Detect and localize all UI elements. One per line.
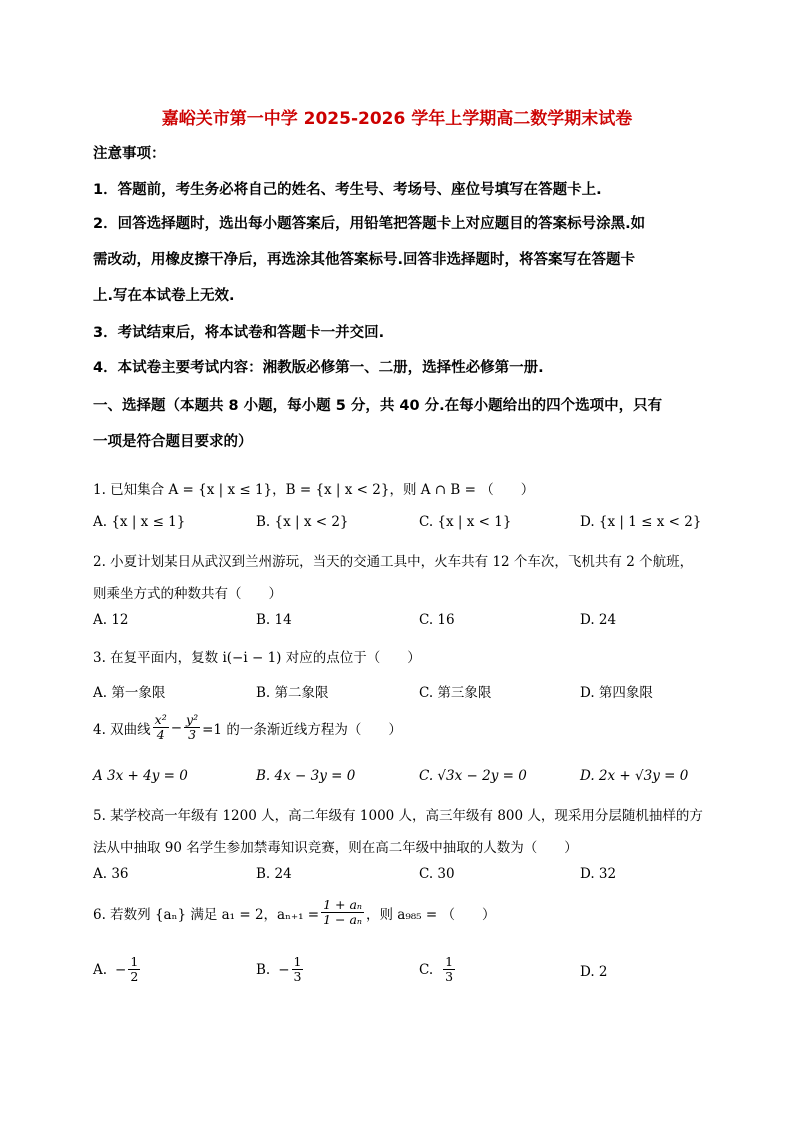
question-2-option-c: C. 16 [419,612,455,628]
question-4-x-numerator: x² [154,712,167,727]
question-5-option-b: B. 24 [256,866,292,882]
question-2-option-b: B. 14 [256,612,292,628]
notice-item-2-line-2: 需改动，用橡皮擦干净后，再选涂其他答案标号.回答非选择题时，将答案写在答题卡 [93,252,636,268]
question-1-option-d: D. {x | 1 ≤ x < 2} [580,514,702,530]
question-3-stem: 3. 在复平面内，复数 i(−i − 1) 对应的点位于（ ） [93,650,421,666]
question-2-stem-line-1: 2. 小夏计划某日从武汉到兰州游玩，当天的交通工具中，火车共有 12 个车次，飞机共有 2 个航班， [93,554,694,570]
question-6-option-a-numerator: 1 [130,954,139,969]
question-6-option-b [256,955,305,985]
notice-heading: 注意事项： [93,146,166,162]
question-4-option-d: D. 2x + √3y = 0 [580,768,689,784]
question-4-option-b: B. 4x − 3y = 0 [256,768,356,784]
question-6-option-c-numerator: 1 [445,954,454,969]
question-6-option-a-fraction [128,955,140,985]
question-4-x-denominator: 4 [156,727,165,743]
question-6-option-b-numerator: 1 [293,954,302,969]
question-6-option-b-label: B. [256,961,271,978]
question-4-y-fraction [184,713,200,743]
question-6-stem-suffix: ，则 a₉₈₅ = （ ） [366,906,496,923]
question-3-option-b: B. 第二象限 [256,685,329,701]
question-6-option-b-sign: − [278,961,290,978]
notice-item-1: 1．答题前，考生务必将自己的姓名、考生号、考场号、座位号填写在答题卡上. [93,182,602,198]
question-1-option-b: B. {x | x < 2} [256,514,349,530]
question-2-option-d: D. 24 [580,612,617,628]
question-2-option-a: A. 12 [93,612,129,628]
question-1-option-a: A. {x | x ≤ 1} [93,514,186,530]
question-1-stem: 1. 已知集合 A = {x | x ≤ 1}，B = {x | x < 2}，则 A ∩ B = （ ） [93,482,535,498]
question-3-option-d: D. 第四象限 [580,685,653,701]
question-6-option-c [419,955,457,985]
question-4-y-numerator: y² [186,712,199,727]
question-5-option-d: D. 32 [580,866,617,882]
question-6-option-a-sign: − [115,961,127,978]
question-4-stem [93,713,402,743]
question-6-option-b-fraction [292,955,304,985]
question-4-option-a: A 3x + 4y = 0 [93,768,188,784]
notice-item-4: 4．本试卷主要考试内容：湘教版必修第一、二册，选择性必修第一册. [93,360,544,376]
question-6-numerator: 1 + aₙ [323,897,362,912]
question-4-minus: − [170,719,183,736]
question-6-denominator: 1 − aₙ [323,912,362,928]
question-4-option-c: C. √3x − 2y = 0 [419,768,527,784]
question-5-stem-line-1: 5. 某学校高一年级有 1200 人，高二年级有 1000 人，高三年级有 800 人，现采用分层随机抽样的方 [93,808,703,824]
question-4-stem-prefix: 4. 双曲线 [93,721,151,738]
question-6-option-d: D. 2 [580,964,608,980]
question-4-stem-suffix: =1 的一条渐近线方程为（ ） [202,721,402,738]
notice-item-2-line-3: 上.写在本试卷上无效. [93,288,235,304]
notice-item-3: 3．考试结束后，将本试卷和答题卡一并交回. [93,325,385,341]
section-heading-line-1: 一、选择题（本题共 8 小题，每小题 5 分，共 40 分.在每小题给出的四个选项中，只有 [93,398,663,414]
section-heading-line-2: 一项是符合题目要求的） [93,434,253,450]
question-6-option-c-label: C. [419,961,434,978]
notice-item-2-line-1: 2．回答选择题时，选出每小题答案后，用铅笔把答题卡上对应题目的答案标号涂黑.如 [93,216,646,232]
question-6-option-c-denominator: 3 [445,969,454,985]
question-2-stem-line-2: 则乘坐方式的种数共有（ ） [93,586,282,602]
question-6-fraction [321,898,364,928]
question-6-option-a-denominator: 2 [130,969,139,985]
question-3-option-c: C. 第三象限 [419,685,492,701]
question-4-x-fraction [153,713,169,743]
question-6-option-b-denominator: 3 [293,969,302,985]
question-1-option-c: C. {x | x < 1} [419,514,512,530]
question-6-stem-prefix: 6. 若数列 {aₙ} 满足 a₁ = 2，aₙ₊₁ = [93,906,320,923]
question-6-option-a-label: A. [93,961,108,978]
question-6-option-a [93,955,142,985]
question-5-option-c: C. 30 [419,866,455,882]
question-6-stem [93,898,495,928]
question-5-option-a: A. 36 [93,866,129,882]
question-5-stem-line-2: 法从中抽取 90 名学生参加禁毒知识竞赛，则在高二年级中抽取的人数为（ ） [93,840,578,856]
question-3-option-a: A. 第一象限 [93,685,166,701]
question-4-y-denominator: 3 [188,727,197,743]
exam-title: 嘉峪关市第一中学 2025-2026 学年上学期高二数学期末试卷 [161,109,633,129]
question-6-option-c-fraction [443,955,455,985]
